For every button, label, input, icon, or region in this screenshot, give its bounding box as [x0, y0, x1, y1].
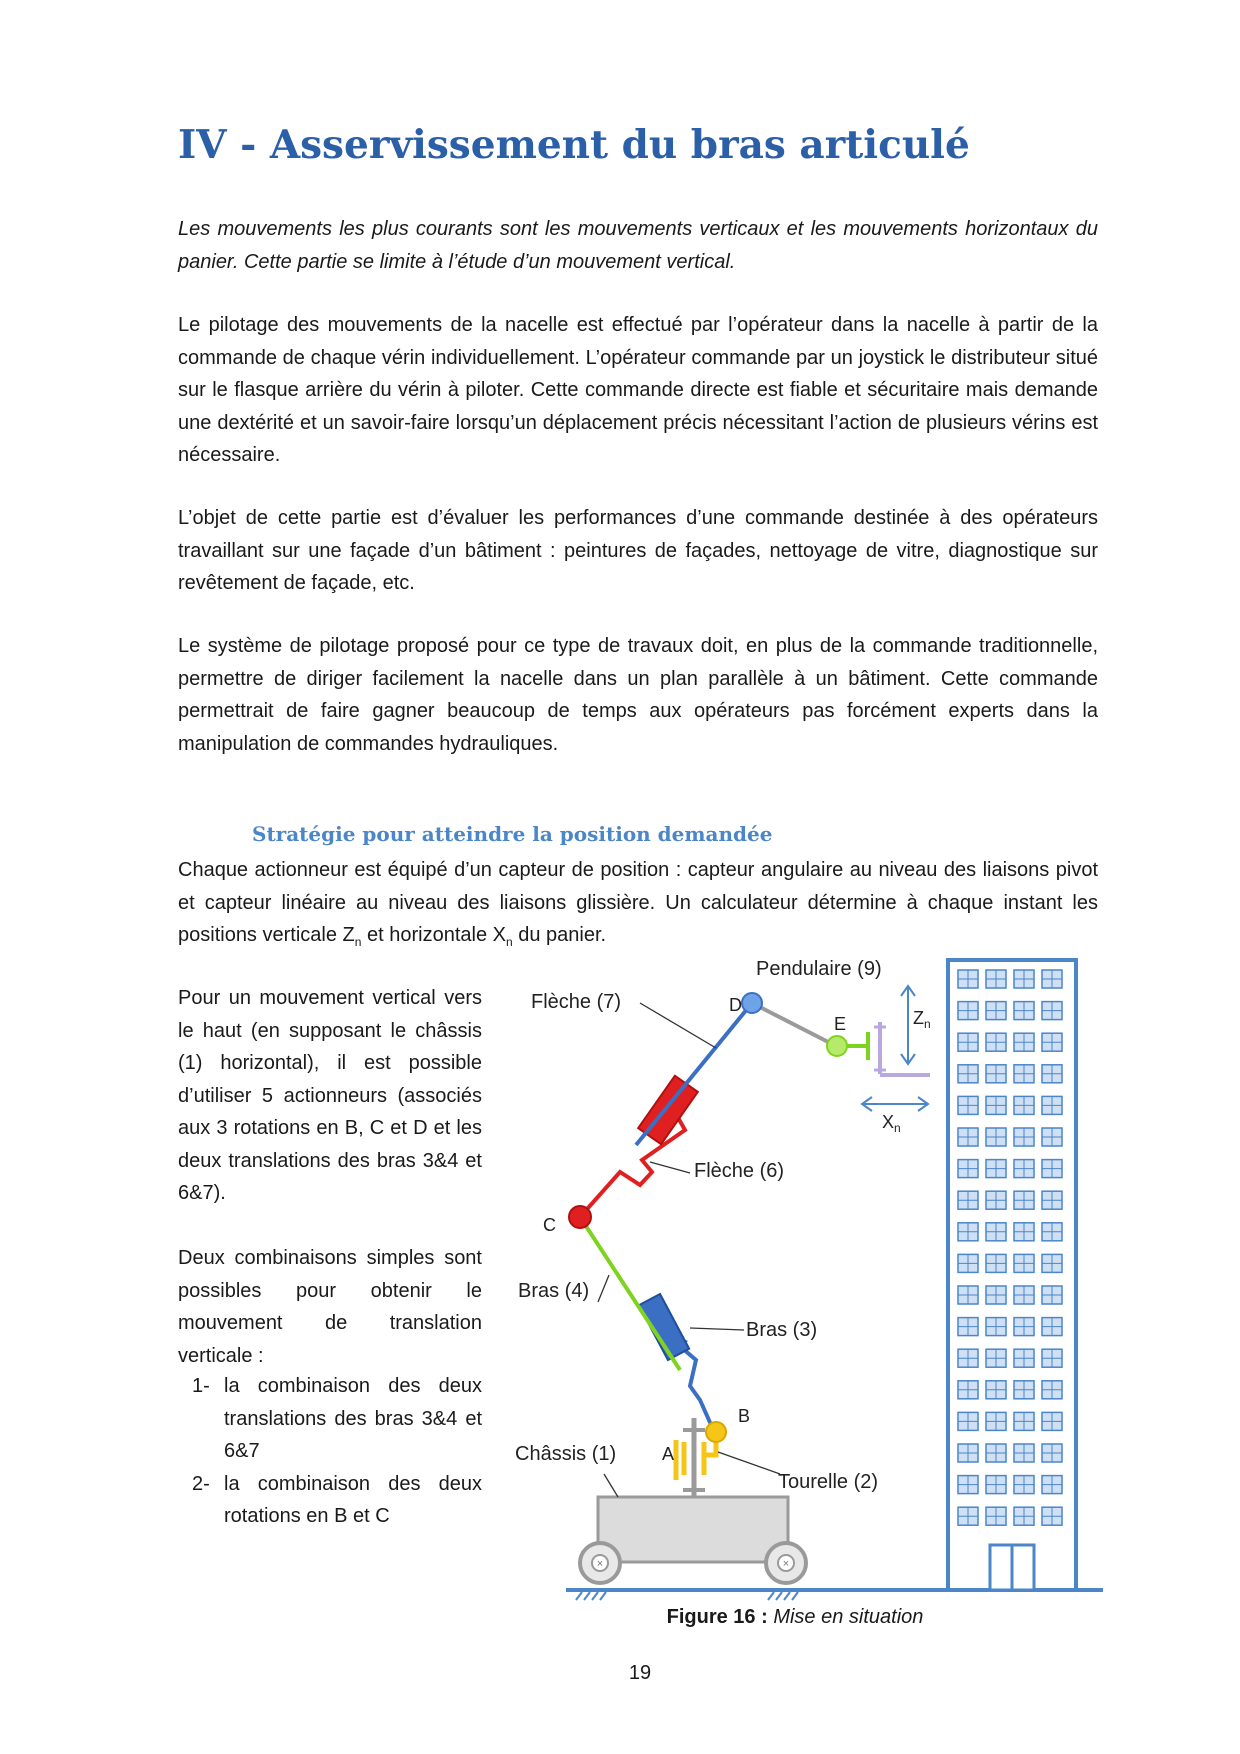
- label-xn: [882, 1112, 901, 1135]
- paragraph-pilotage: Le pilotage des mouvements de la nacelle est effectué par l’opérateur dans la nacelle à partir de la commande de chaque vérin individuellement. L’opérateur commande par un joystick le distributeur situé sur le flasque arrière du vérin à piloter. Cette commande directe est fiable et sécuritaire mais demande une dextérité et un savoir-faire lorsqu’un déplacement précis nécessitant l’action de plusieurs vérins est nécessaire.: [178, 314, 1098, 466]
- list-item: [178, 1468, 482, 1533]
- paragraph-objet: L’objet de cette partie est d’évaluer les performances d’une commande destinée à des opérateurs travaillant sur une façade d’un bâtiment : peintures de façades, nettoyage de vitre, diagnostique sur revêtement de façade, etc.: [178, 507, 1098, 594]
- pendulaire-9-link: [752, 1003, 836, 1046]
- building: [948, 960, 1076, 1590]
- joint-e: [827, 1036, 847, 1056]
- list-item: [178, 1370, 482, 1468]
- paragraph-systeme: Le système de pilotage proposé pour ce type de travaux doit, en plus de la commande traditionnelle, permettre de diriger facilement la nacelle dans un plan parallèle à un bâtiment. Cette commande permettrait de faire gagner beaucoup de temps aux opérateurs pas forcément experts dans la manipulation de commandes hydrauliques.: [178, 635, 1098, 755]
- joint-d: [742, 993, 762, 1013]
- label-fleche-7: Flèche (7): [531, 991, 622, 1013]
- z-subscript: n: [354, 935, 362, 949]
- basket-joint-e: [840, 1022, 930, 1076]
- zn-sub: n: [924, 1017, 931, 1031]
- zn-letter: Z: [913, 1008, 924, 1028]
- combinations-list: [178, 1370, 482, 1533]
- label-fleche-6: Flèche (6): [694, 1160, 785, 1182]
- label-tourelle: Tourelle (2): [778, 1471, 879, 1493]
- strategy-heading: Stratégie pour atteindre la position demandée: [252, 822, 773, 846]
- strategy-paragraph: [178, 854, 1098, 959]
- strategy-text-before: Chaque actionneur est équipé d’un capteur de position : capteur angulaire au niveau des liaisons pivot et capteur linéaire au niveau des liaisons glissière. Un calculateur détermine à chaque instant les positions verticale Z: [178, 859, 1098, 946]
- label-bras-4: Bras (4): [518, 1280, 590, 1302]
- label-point-e: E: [834, 1014, 847, 1034]
- intro-paragraph: Les mouvements les plus courants sont les mouvements verticaux et les mouvements horizontaux du panier. Cette partie se limite à l’étude d’un mouvement vertical.: [178, 218, 1098, 273]
- bras-4-link: [580, 1217, 680, 1370]
- joint-c: [569, 1206, 591, 1228]
- label-pendulaire: Pendulaire (9): [756, 958, 882, 980]
- svg-text:×: ×: [782, 1558, 790, 1570]
- strategy-text-middle: et horizontale X: [361, 924, 506, 946]
- strategy-text-after: du panier.: [512, 924, 607, 946]
- wheel-right: [766, 1543, 806, 1583]
- chassis-body: [598, 1497, 788, 1562]
- mise-en-situation-figure: [500, 945, 1120, 1620]
- caption-label: Figure 16 :: [666, 1606, 768, 1628]
- label-bras-3: Bras (3): [746, 1319, 818, 1341]
- label-chassis: Châssis (1): [515, 1443, 617, 1465]
- ground-hatch-left: [576, 1592, 606, 1600]
- svg-text:×: ×: [596, 1558, 604, 1570]
- ground-hatch-right: [768, 1592, 798, 1600]
- page-number: 19: [628, 1662, 652, 1684]
- wheel-left: [580, 1543, 620, 1583]
- list-item-text: la combinaison des deux rotations en B et C: [224, 1472, 482, 1527]
- section-heading: IV - Asservissement du bras articulé: [178, 122, 970, 168]
- label-point-d: D: [729, 995, 742, 1015]
- joint-b: [706, 1422, 726, 1442]
- xn-sub: n: [894, 1121, 901, 1135]
- label-point-b: B: [738, 1406, 751, 1426]
- list-item-text: la combinaison des deux translations des bras 3&4 et 6&7: [224, 1375, 482, 1462]
- combinations-paragraph: Deux combinaisons simples sont possibles pour obtenir le mouvement de translation verticale :: [178, 1247, 482, 1367]
- bras-3-cylinder: [639, 1294, 689, 1360]
- label-point-c: C: [543, 1215, 556, 1235]
- caption-text: Mise en situation: [773, 1606, 924, 1628]
- x-subscript: n: [505, 935, 513, 949]
- list-item-number: 2-: [192, 1472, 210, 1495]
- vertical-movement-paragraph: Pour un mouvement vertical vers le haut (en supposant le châssis (1) horizontal), il est possible d’utiliser 5 actionneurs (associés aux 3 rotations en B, C et D et les deux translations des bras 3&4 et 6&7).: [178, 987, 482, 1204]
- bras-3-link: [682, 1340, 716, 1436]
- xn-letter: X: [882, 1112, 895, 1132]
- figure-caption: [500, 1606, 1090, 1629]
- label-point-a: A: [662, 1444, 675, 1464]
- fleche-7-link: [636, 1003, 752, 1145]
- xn-dimension-arrow: [862, 1097, 928, 1111]
- list-item-number: 1-: [192, 1375, 210, 1397]
- label-zn: [913, 1008, 931, 1031]
